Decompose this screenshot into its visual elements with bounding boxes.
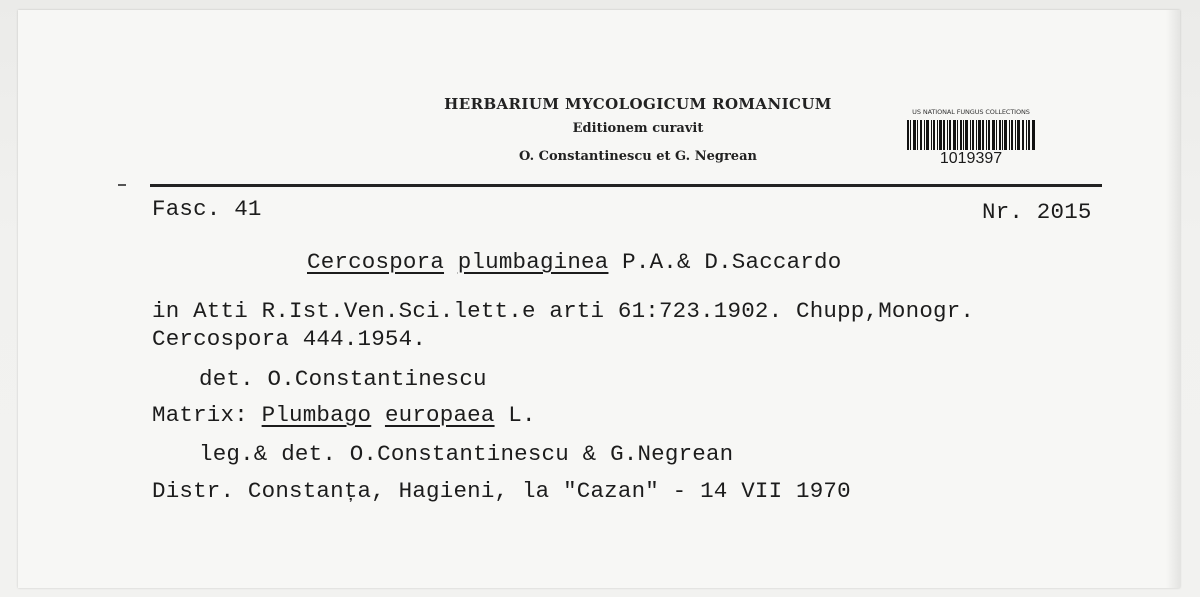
citation-line-1: in Atti R.Ist.Ven.Sci.lett.e arti 61:723.1902. Chupp,Monogr. <box>152 298 975 324</box>
matrix-prefix: Matrix: <box>152 402 248 428</box>
matrix-epithet: europaea <box>384 402 495 428</box>
determiner: det. O.Constantinescu <box>199 366 487 392</box>
taxon-authority: P.A.& D.Saccardo <box>622 249 842 275</box>
margin-mark <box>118 184 126 186</box>
barcode-caption: US NATIONAL FUNGUS COLLECTIONS <box>912 108 1030 116</box>
citation-line-2: Cercospora 444.1954. <box>152 326 427 352</box>
header-subtitle: Editionem curavit <box>572 121 704 136</box>
specimen-number: Nr. 2015 <box>982 199 1092 225</box>
matrix-genus: Plumbago <box>261 402 372 428</box>
taxon-genus: Cercospora <box>307 249 445 275</box>
taxon-epithet: plumbaginea <box>457 249 609 275</box>
taxon-name <box>307 249 841 275</box>
matrix-line <box>152 402 536 428</box>
locality: Distr. Constanța, Hagieni, la "Cazan" - 14 VII 1970 <box>152 478 851 504</box>
barcode-number: 1019397 <box>939 150 1003 167</box>
barcode-icon <box>907 120 1035 150</box>
collectors: leg.& det. O.Constantinescu & G.Negrean <box>199 441 734 467</box>
fascicle-number: Fasc. 41 <box>152 196 262 222</box>
barcode-label <box>900 108 1042 174</box>
matrix-authority: L. <box>508 402 536 428</box>
header-divider <box>150 184 1102 187</box>
header-editors: O. Constantinescu et G. Negrean <box>519 149 757 164</box>
header-title: HERBARIUM MYCOLOGICUM ROMANICUM <box>444 95 832 113</box>
